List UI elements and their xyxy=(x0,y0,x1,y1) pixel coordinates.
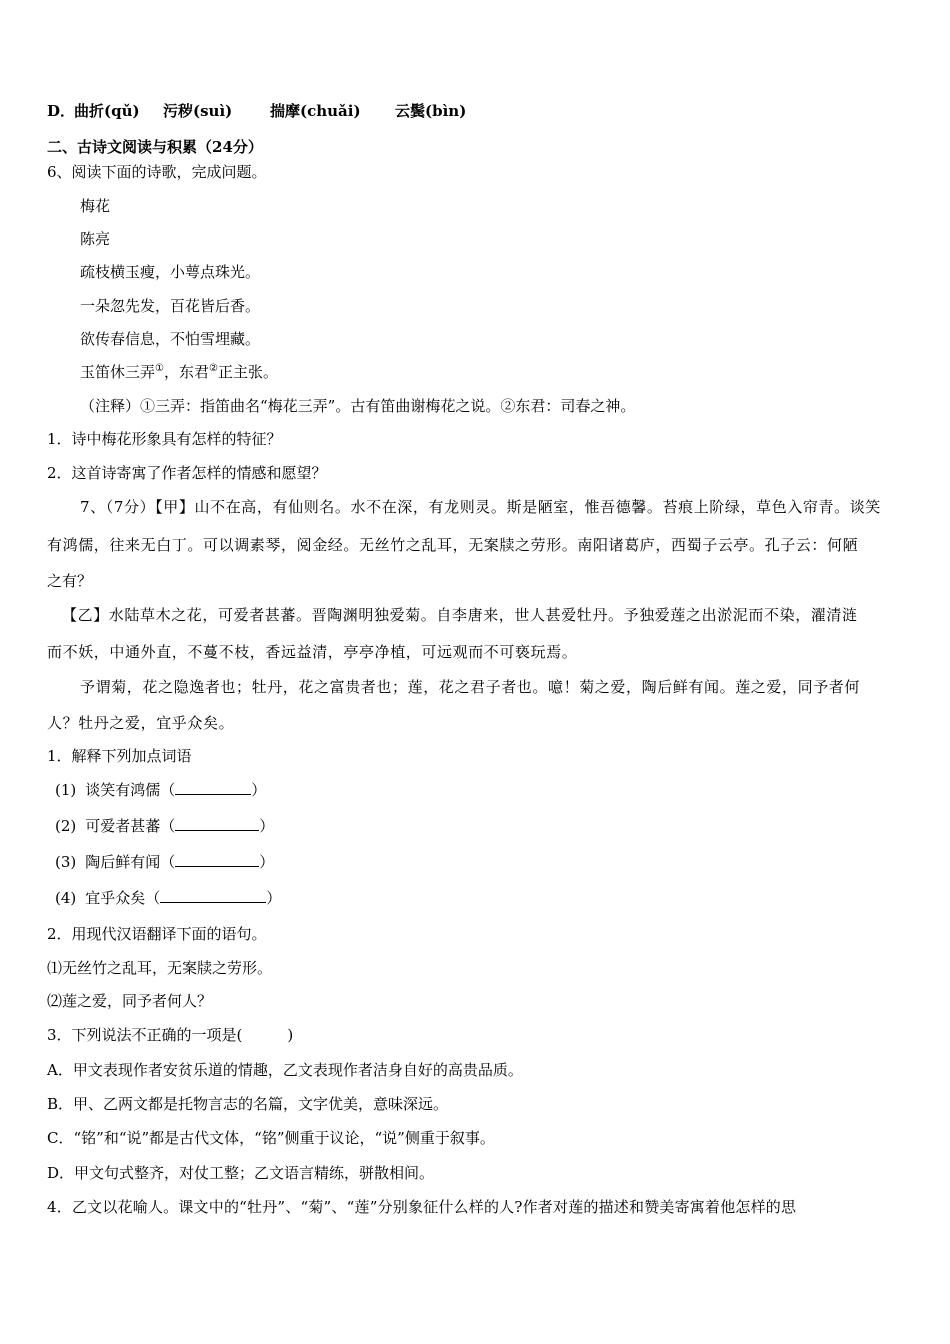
item-number: (2) xyxy=(55,817,77,835)
item-close: ） xyxy=(259,853,275,871)
poem-last-a: 玉笛休三弄 xyxy=(80,363,156,381)
answer-blank[interactable] xyxy=(175,780,251,795)
answer-blank[interactable] xyxy=(160,888,266,903)
option-d-item-3: 揣摩(chuǎi) xyxy=(270,102,361,120)
answer-blank[interactable] xyxy=(175,852,259,867)
q7-jia-line: 有鸿儒，往来无白丁。可以调素琴，阅金经。无丝竹之乱耳，无案牍之劳形。南阳诸葛庐，西蜀子云亭。孔子云：何陋 xyxy=(47,536,859,554)
item-text: 宜乎众矣（ xyxy=(85,889,161,907)
poem-author: 陈亮 xyxy=(80,230,111,248)
item-close: ） xyxy=(259,817,275,835)
poem-last-c: 正主张。 xyxy=(217,363,278,381)
poem-line: 一朵忽先发，百花皆后香。 xyxy=(80,297,261,315)
q7-yi-line: 【乙】水陆草木之花，可爱者甚蕃。晋陶渊明独爱菊。自李唐来，世人甚爱牡丹。予独爱莲之出淤泥而不染，濯清涟 xyxy=(62,606,858,624)
poem-line: 欲传春信息，不怕雪埋藏。 xyxy=(80,330,261,348)
q7-sub1-item xyxy=(55,780,266,800)
q7-sub3-option-b: B．甲、乙两文都是托物言志的名篇，文字优美，意味深远。 xyxy=(47,1095,449,1113)
q7-sub1-item xyxy=(55,888,281,908)
q7-yi-line: 予谓菊，花之隐逸者也；牡丹，花之富贵者也；莲，花之君子者也。噫！菊之爱，陶后鲜有闻。莲之爱，同予者何 xyxy=(80,678,861,696)
q7-jia-line: 之有？ xyxy=(47,572,93,590)
q7-yi-line: 而不妖，中通外直，不蔓不枝，香远益清，亭亭净植，可远观而不可亵玩焉。 xyxy=(47,643,578,661)
section-heading: 二、古诗文阅读与积累（24分） xyxy=(47,138,263,156)
q7-sub3-title: 3．下列说法不正确的一项是( ) xyxy=(47,1026,294,1044)
poem-last-b: ，东君 xyxy=(163,363,209,381)
q7-sub4-line: 4．乙文以花喻人。课文中的“牡丹”、“菊”、“莲”分别象征什么样的人?作者对莲的描述和赞美寄寓着他怎样的思 xyxy=(47,1198,797,1216)
q7-sub3-option-d: D．甲文句式整齐，对仗工整；乙文语言精练，骈散相间。 xyxy=(47,1164,435,1182)
q6-question-1: 1．诗中梅花形象具有怎样的特征？ xyxy=(47,430,282,448)
q7-sub1-item xyxy=(55,816,274,836)
q7-yi-line: 人？牡丹之爱，宜乎众矣。 xyxy=(47,714,235,732)
item-text: 可爱者甚蕃（ xyxy=(85,817,176,835)
poem-title: 梅花 xyxy=(80,197,111,215)
item-number: (4) xyxy=(55,889,77,907)
q7-sub2-item: ⑵莲之爱，同予者何人？ xyxy=(47,992,213,1010)
option-d-label: D． xyxy=(47,102,76,120)
option-d-item-4: 云鬓(bìn) xyxy=(395,102,467,120)
q6-stem: 6、阅读下面的诗歌，完成问题。 xyxy=(47,163,267,181)
option-d-line xyxy=(47,101,467,121)
q7-sub2-item: ⑴无丝竹之乱耳，无案牍之劳形。 xyxy=(47,959,273,977)
item-close: ） xyxy=(251,781,267,799)
option-d-item-1: 曲折(qǔ) xyxy=(74,102,140,120)
option-d-item-2: 污秽(suì) xyxy=(163,102,233,120)
footnote-mark-2: ② xyxy=(209,363,218,374)
q7-jia-line: 7、（7分）【甲】山不在高，有仙则名。水不在深，有龙则灵。斯是陋室，惟吾德馨。苔痕上阶绿，草色入帘青。谈笑 xyxy=(80,498,881,516)
item-text: 谈笑有鸿儒（ xyxy=(85,781,176,799)
poem-note: （注释）①三弄：指笛曲名“梅花三弄”。古有笛曲谢梅花之说。②东君：司春之神。 xyxy=(80,397,636,415)
footnote-mark-1: ① xyxy=(155,363,164,374)
item-close: ） xyxy=(266,889,282,907)
item-text: 陶后鲜有闻（ xyxy=(85,853,176,871)
item-number: (3) xyxy=(55,853,77,871)
poem-line-last xyxy=(80,362,278,382)
q7-sub2-title: 2．用现代汉语翻译下面的语句。 xyxy=(47,925,267,943)
item-number: (1) xyxy=(55,781,77,799)
q7-sub3-option-c: C．“铭”和“说”都是古代文体，“铭”侧重于议论，“说”侧重于叙事。 xyxy=(47,1129,495,1147)
poem-line: 疏枝横玉瘦，小萼点珠光。 xyxy=(80,263,261,281)
answer-blank[interactable] xyxy=(175,816,259,831)
q7-sub1-item xyxy=(55,852,274,872)
q6-question-2: 2．这首诗寄寓了作者怎样的情感和愿望？ xyxy=(47,464,327,482)
q7-sub1-title: 1．解释下列加点词语 xyxy=(47,747,192,765)
q7-sub3-option-a: A．甲文表现作者安贫乐道的情趣，乙文表现作者洁身自好的高贵品质。 xyxy=(47,1061,523,1079)
